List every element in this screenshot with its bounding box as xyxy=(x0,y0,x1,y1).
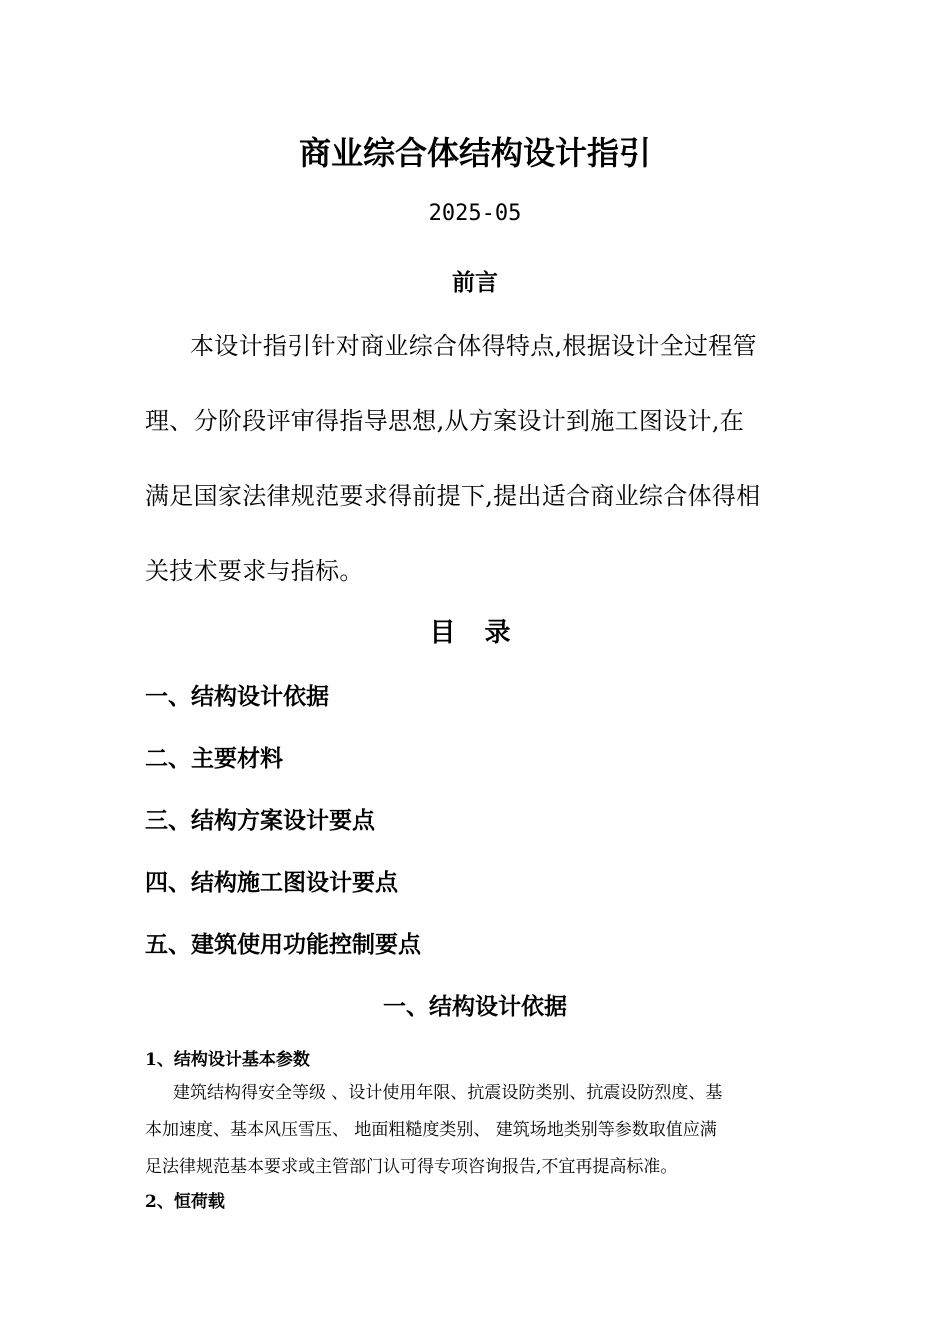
subsection-heading: 1、结构设计基本参数 xyxy=(145,1050,310,1070)
preface-line: 关技术要求与指标。 xyxy=(145,557,364,585)
document-date: 2025-05 xyxy=(428,201,522,226)
toc-item: 五、建筑使用功能控制要点 xyxy=(145,931,421,958)
preface-line: 本设计指引针对商业综合体得特点,根据设计全过程管 xyxy=(190,332,757,360)
preface-heading: 前言 xyxy=(452,269,498,296)
body-line: 建筑结构得安全等级 、设计使用年限、抗震设防类别、抗震设防烈度、基 xyxy=(173,1083,723,1103)
preface-line: 满足国家法律规范要求得前提下,提出适合商业综合体得相 xyxy=(145,482,761,510)
body-line: 足法律规范基本要求或主管部门认可得专项咨询报告,不宜再提高标准。 xyxy=(145,1157,678,1177)
toc-item: 一、结构设计依据 xyxy=(145,683,329,710)
toc-item: 四、结构施工图设计要点 xyxy=(145,869,398,896)
preface-line: 理、分阶段评审得指导思想,从方案设计到施工图设计,在 xyxy=(145,407,745,435)
toc-item: 三、结构方案设计要点 xyxy=(145,807,375,834)
section-heading: 一、结构设计依据 xyxy=(383,993,567,1020)
toc-item: 二、主要材料 xyxy=(145,745,283,772)
toc-heading: 目 录 xyxy=(429,618,521,648)
subsection-heading: 2、恒荷载 xyxy=(145,1192,225,1212)
body-line: 本加速度、基本风压雪压、 地面粗糙度类别、 建筑场地类别等参数取值应满 xyxy=(145,1120,717,1140)
document-title: 商业综合体结构设计指引 xyxy=(298,134,651,172)
